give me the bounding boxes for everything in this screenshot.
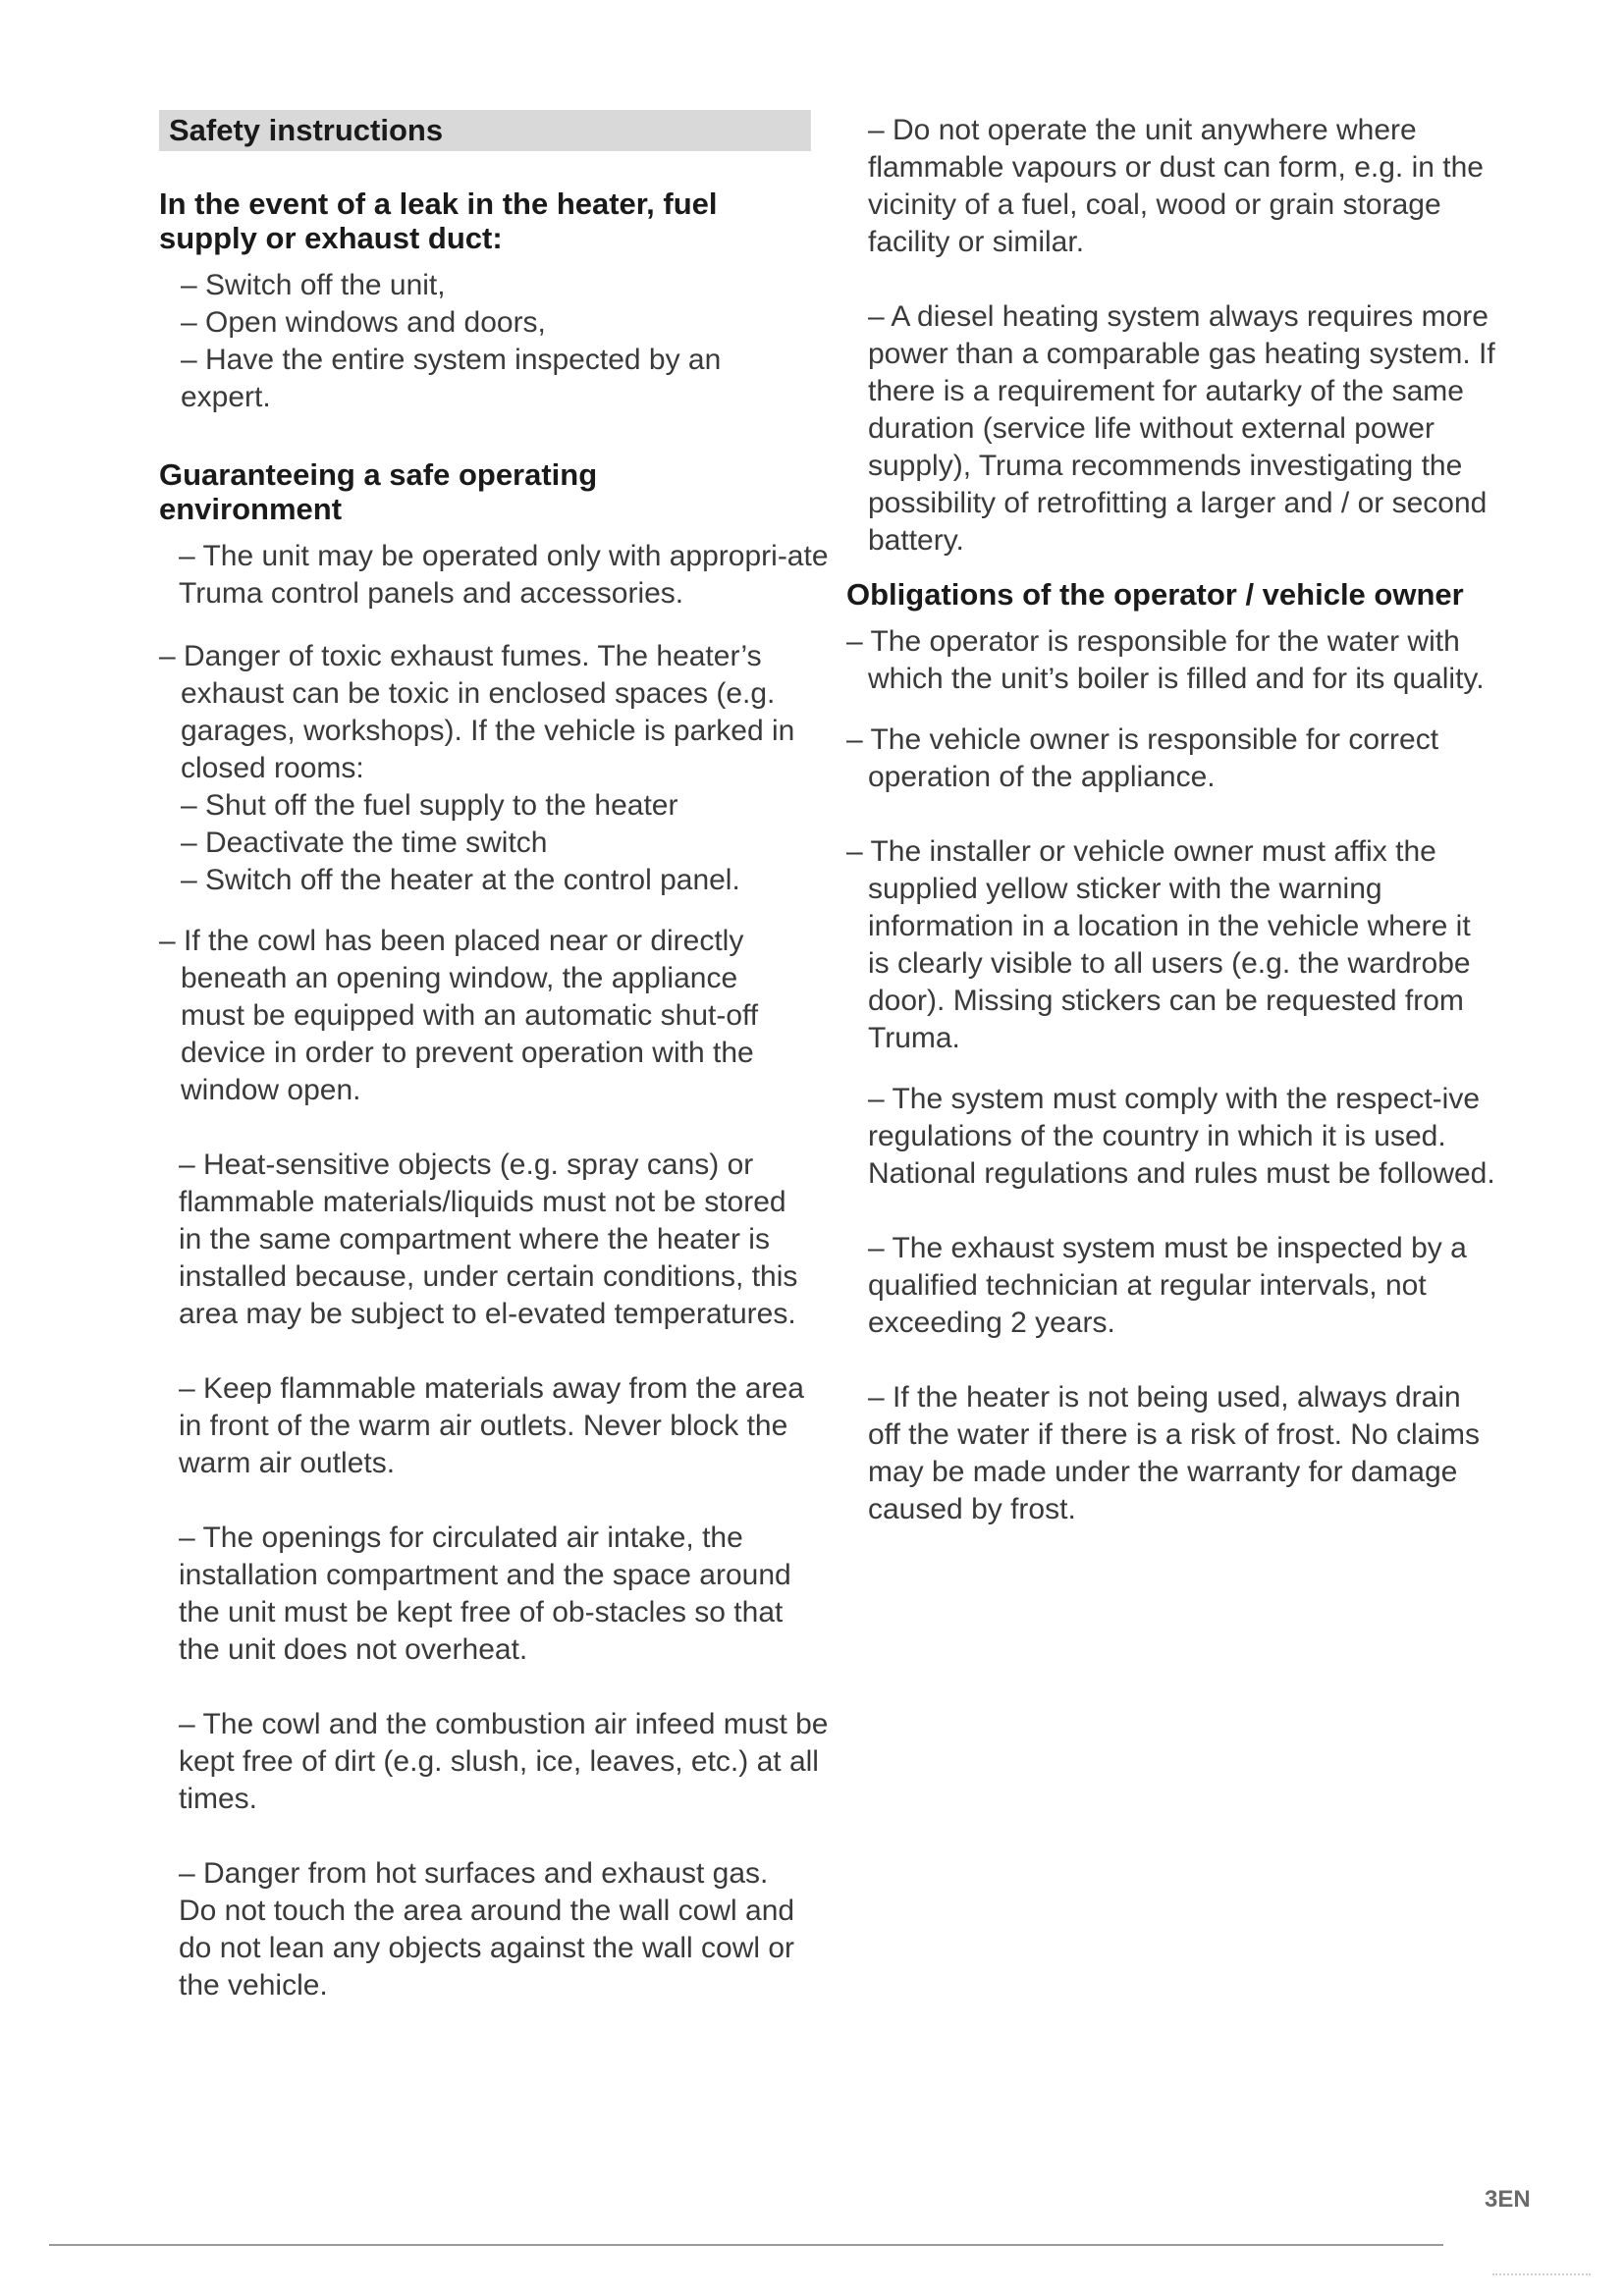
right-column [846,112,1534,1528]
leak-item: – Have the entire system inspected by an expert. [181,344,722,413]
obligation-paragraph: – If the heater is not being used, always drain off the water if there is a risk of frost. No claims may be made under the warranty for damage caused by frost. [868,1381,1480,1525]
obligations-list-continued [846,1081,1494,1528]
environment-list-continued [159,1147,827,2004]
obligation-paragraph: – The operator is responsible for the water with which the unit’s boiler is filled and for its quality. [846,625,1485,695]
obligation-paragraph: – The installer or vehicle owner must affix the supplied yellow sticker with the warning information in a location in the vehicle where it is clearly visible to all users (e.g. the wardrobe door). Missing stickers can be requested from Truma. [846,835,1471,1054]
footer-dots [1492,2273,1591,2275]
page-number: 3EN [1485,2186,1531,2213]
footer-rule [49,2244,1443,2246]
obligations-heading: Obligations of the operator / vehicle owner [846,577,1464,612]
environment-paragraph: – Danger from hot surfaces and exhaust gas. Do not touch the area around the wall cowl and do not lean any objects against the wall cowl or the vehicle. [179,1857,795,2002]
section-title: Safety instructions [159,110,811,151]
obligation-paragraph: – The system must comply with the respect-ive regulations of the country in which it is used. National regulations and rules must be followed. [868,1083,1495,1190]
environment-paragraph: – The cowl and the combustion air infeed must be kept free of dirt (e.g. slush, ice, leaves, etc.) at all times. [179,1708,829,1815]
leak-list [159,267,789,416]
leak-item: – Switch off the unit, [181,269,446,301]
environment-paragraph: – Keep flammable materials away from the area in front of the warm air outlets. Never block the warm air outlets. [179,1372,804,1479]
environment-continued-paragraph: – Do not operate the unit anywhere where flammable vapours or dust can form, e.g. in the vicinity of a fuel, coal, wood or grain storage facility or similar. [868,114,1484,258]
leak-heading: In the event of a leak in the heater, fuel supply or exhaust duct: [159,187,718,255]
environment-paragraph: – Danger of toxic exhaust fumes. The heater’s exhaust can be toxic in enclosed spaces (e.g. garages, workshops). If the vehicle is parked in closed rooms: [159,640,795,784]
obligation-paragraph: – The exhaust system must be inspected by a qualified technician at regular intervals, not exceeding 2 years. [868,1232,1467,1339]
environment-list [159,538,846,613]
environment-step: – Deactivate the time switch [181,827,548,859]
environment-paragraph: – The unit may be operated only with appropri-ate Truma control panels and accessories. [179,540,829,610]
environment-paragraph: – The openings for circulated air intake, the installation compartment and the space around the unit must be kept free of ob-stacles so that the unit does not overheat. [179,1522,791,1666]
left-column [159,110,846,2004]
environment-continued [846,112,1496,560]
environment-continued-paragraph: – A diesel heating system always requires more power than a comparable gas heating system. If there is a requirement for autarky of the same duration (service life without external power supply), Truma recommends investigating the possibility of retrofitting a larger and / or second battery. [868,300,1495,557]
environment-paragraph: – Heat-sensitive objects (e.g. spray cans) or flammable materials/liquids must not be stored in the same compartment where the heater is installed because, under certain conditions, this area may be subject to el-evated temperatures. [179,1148,798,1330]
leak-item: – Open windows and doors, [181,306,546,339]
toxic-fumes-block [159,638,807,899]
obligations-list [846,623,1494,1528]
obligation-paragraph: – The vehicle owner is responsible for correct operation of the appliance. [846,723,1439,793]
environment-paragraph: – If the cowl has been placed near or directly beneath an opening window, the appliance must be equipped with an automatic shut-off device in order to prevent operation with the window open. [159,925,759,1106]
environment-step: – Shut off the fuel supply to the heater [181,789,678,822]
environment-heading: Guaranteeing a safe operating environment [159,457,598,526]
toxic-fumes-steps [159,787,807,899]
environment-step: – Switch off the heater at the control panel. [181,864,740,896]
